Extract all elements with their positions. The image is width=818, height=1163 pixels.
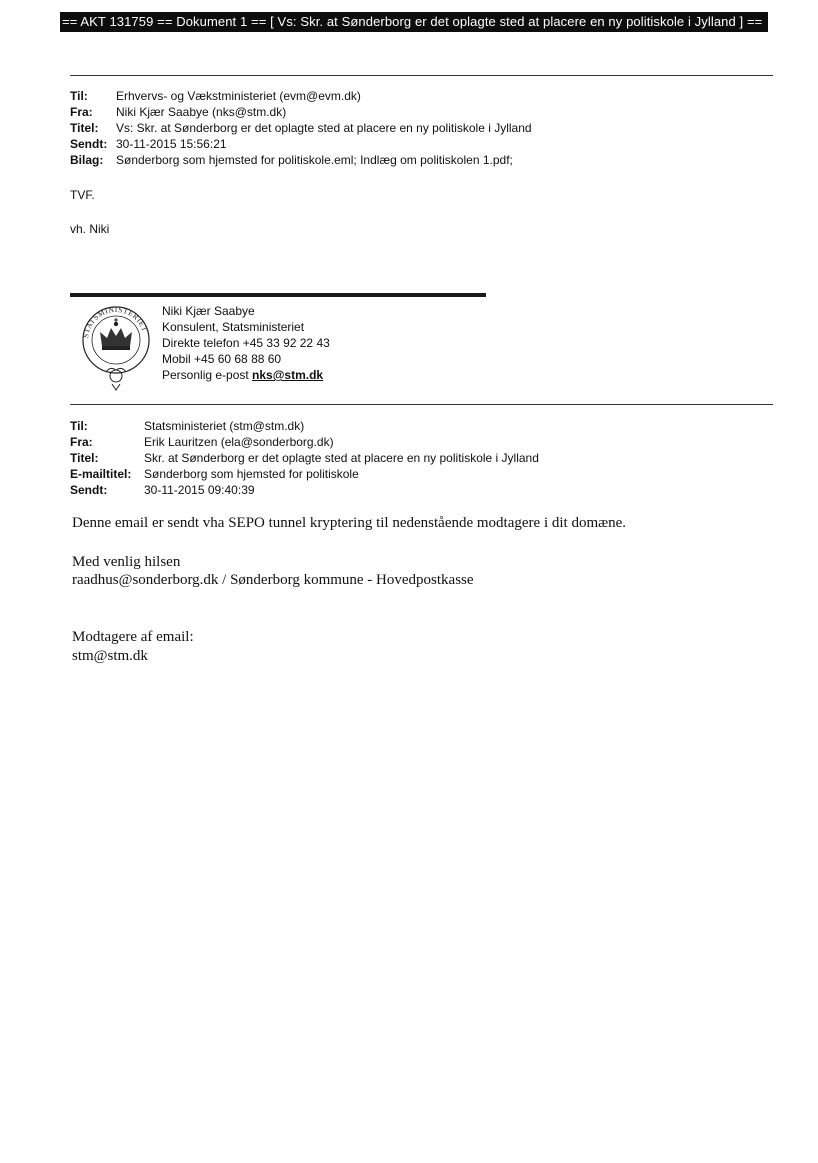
signature-email-row — [162, 367, 330, 383]
from-row — [70, 434, 539, 450]
from-value: Niki Kjær Saabye (nks@stm.dk) — [116, 105, 287, 119]
from-row — [70, 104, 532, 120]
signature-email-prefix: Personlig e-post — [162, 368, 253, 382]
notice-sender: raadhus@sonderborg.dk / Sønderborg kommune - Hovedpostkasse — [72, 572, 474, 588]
header-divider — [70, 75, 773, 76]
recipient-address: stm@stm.dk — [72, 648, 148, 664]
to-value: Statsministeriet (stm@stm.dk) — [144, 419, 305, 433]
attachments-value: Sønderborg som hjemsted for politiskole.eml; Indlæg om politiskolen 1.pdf; — [116, 153, 513, 167]
email-header-1 — [70, 88, 532, 168]
from-label: Fra: — [70, 105, 93, 119]
to-row — [70, 418, 539, 434]
to-label: Til: — [70, 89, 88, 103]
attachments-label: Bilag: — [70, 153, 104, 167]
encryption-notice: Denne email er sendt vha SEPO tunnel kryptering til nedenstående modtagere i dit domæne. — [72, 515, 627, 531]
mailtitle-row — [70, 466, 539, 482]
email-signoff: vh. Niki — [70, 222, 110, 236]
subject-label: Titel: — [70, 121, 99, 135]
sent-value: 30-11-2015 15:56:21 — [116, 137, 227, 151]
attachments-row — [70, 152, 532, 168]
subject-value: Vs: Skr. at Sønderborg er det oplagte sted at placere en ny politiskole i Jylland — [116, 121, 532, 135]
signature-phone: Direkte telefon +45 33 92 22 43 — [162, 336, 330, 350]
sent-row — [70, 136, 532, 152]
sent-value: 30-11-2015 09:40:39 — [144, 483, 255, 497]
document-banner: == AKT 131759 == Dokument 1 == [ Vs: Skr. at Sønderborg er det oplagte sted at placere en ny politiskole i Jylland ] == — [60, 12, 768, 32]
sent-label: Sendt: — [70, 137, 108, 151]
crown-seal-icon — [78, 302, 154, 392]
email-signature — [162, 303, 330, 383]
signature-divider — [70, 293, 486, 297]
signature-mobile: Mobil +45 60 68 88 60 — [162, 352, 282, 366]
to-value: Erhvervs- og Vækstministeriet (evm@evm.dk) — [116, 89, 361, 103]
from-label: Fra: — [70, 435, 93, 449]
seal-text: STATSMINISTERIET — [81, 304, 150, 339]
subject-label: Titel: — [70, 451, 99, 465]
notice-greeting: Med venlig hilsen — [72, 554, 181, 570]
sent-row — [70, 482, 539, 498]
sent-label: Sendt: — [70, 483, 108, 497]
from-value: Erik Lauritzen (ela@sonderborg.dk) — [144, 435, 334, 449]
to-label: Til: — [70, 419, 88, 433]
subject-row — [70, 120, 532, 136]
email-header-2 — [70, 418, 539, 498]
subject-row — [70, 450, 539, 466]
forward-divider — [70, 404, 773, 405]
mailtitle-label: E-mailtitel: — [70, 467, 132, 481]
signature-name: Niki Kjær Saabye — [162, 304, 255, 318]
subject-value: Skr. at Sønderborg er det oplagte sted at placere en ny politiskole i Jylland — [144, 451, 539, 465]
recipients-label: Modtagere af email: — [72, 629, 194, 645]
to-row — [70, 88, 532, 104]
signature-email-link[interactable]: nks@stm.dk — [252, 368, 324, 382]
mailtitle-value: Sønderborg som hjemsted for politiskole — [144, 467, 359, 481]
email-body-line: TVF. — [70, 188, 95, 202]
signature-title: Konsulent, Statsministeriet — [162, 320, 305, 334]
